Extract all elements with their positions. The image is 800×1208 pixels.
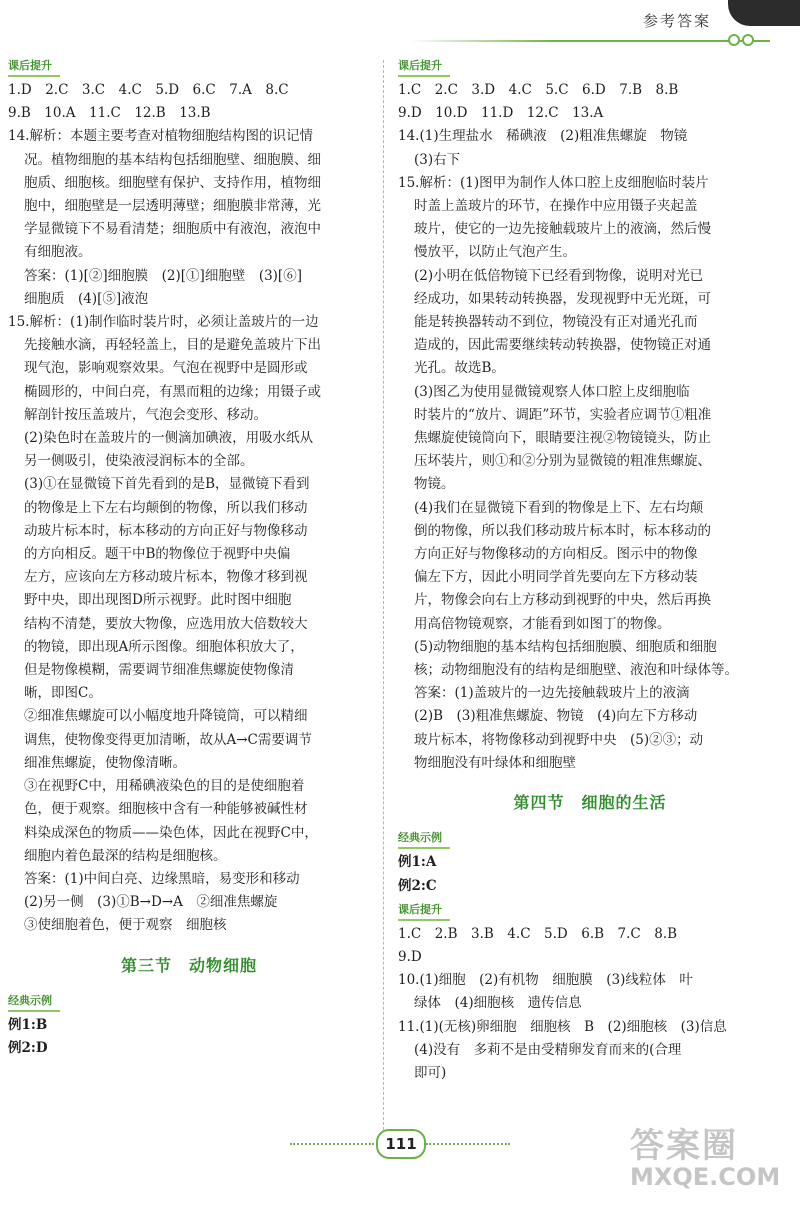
section-heading: 第四节 细胞的生活 bbox=[513, 793, 667, 813]
q15-line: 用高倍物镜观察，才能看到如图丁的物像。 bbox=[414, 615, 671, 632]
right-column bbox=[398, 54, 782, 1085]
q15-line: (2)染色时在盖玻片的一侧滴加碘液，用吸水纸从 bbox=[24, 430, 314, 447]
q15-line: 动玻片标本时，标本移动的方向正好与物像移动 bbox=[24, 522, 308, 539]
q15-line: 细准焦螺旋，使物像清晰。 bbox=[24, 754, 186, 771]
header-rule bbox=[410, 40, 770, 42]
q15-line: 焦螺旋使镜筒向下，眼睛要注视②物镜镜头，防止 bbox=[414, 430, 711, 447]
q15-line: 能是转换器转动不到位，物镜没有正对通光孔而 bbox=[414, 314, 698, 331]
q15-line: 细胞内着色最深的结构是细胞核。 bbox=[24, 847, 227, 864]
section-tag: 课后提升 bbox=[398, 58, 450, 77]
q15-line: (3)①在显微镜下首先看到的是B，显微镜下看到 bbox=[24, 476, 310, 493]
q15-line: ②细准焦螺旋可以小幅度地升降镜筒，可以精细 bbox=[24, 708, 308, 725]
q15-line: 解剖针按压盖玻片，气泡会变形、移动。 bbox=[24, 406, 267, 423]
q15-line: 调焦，使物像变得更加清晰，故从A→C需要调节 bbox=[24, 731, 312, 748]
q14-line: 14.(1)生理盐水 稀碘液 (2)粗准焦螺旋 物镜 bbox=[398, 128, 688, 145]
q14-answer: 答案：(1)[②]细胞膜 (2)[①]细胞壁 (3)[⑥] bbox=[24, 267, 302, 284]
q15-line: 经成功，如果转动转换器，发现视野中无光斑，可 bbox=[414, 290, 711, 307]
q14-line: 有细胞液。 bbox=[24, 244, 92, 261]
q15-line: 慢放平，以防止气泡产生。 bbox=[414, 244, 576, 261]
q15-line: 方向正好与物像移动的方向相反。图示中的物像 bbox=[414, 546, 698, 563]
q15-line: (4)我们在显微镜下看到的物像是上下、左右均颠 bbox=[414, 499, 704, 516]
q14-line: 胞质、细胞核。细胞壁有保护、支持作用，植物细 bbox=[24, 174, 321, 191]
watermark-url: MXQE.COM bbox=[630, 1163, 781, 1191]
q11-line: 即可) bbox=[414, 1064, 447, 1081]
q15-line: 光孔。故选B。 bbox=[414, 360, 505, 377]
left-column bbox=[8, 54, 370, 1060]
q15-line: 的物镜，即出现A所示图像。细胞体积放大了， bbox=[24, 638, 304, 655]
q14-line: 学显微镜下不易看清楚；细胞质中有液泡，液泡中 bbox=[24, 221, 321, 238]
q15-answer: 答案：(1)中间白亮、边缘黑暗，易变形和移动 bbox=[24, 870, 300, 887]
q14-line: 胞中，细胞壁是一层透明薄壁；细胞膜非常薄，光 bbox=[24, 198, 321, 215]
q15-line: 时装片的“放片、调距”环节，实验者应调节①粗准 bbox=[414, 406, 712, 423]
corner-badge bbox=[728, 0, 800, 26]
q15-line: 结构不清楚，要放大物像，应选用放大倍数较大 bbox=[24, 615, 308, 632]
footer-rule bbox=[426, 1143, 510, 1145]
answer-row: 1.C 2.B 3.B 4.C 5.D 6.B 7.C 8.B bbox=[398, 925, 678, 942]
example-answer: 例1:A bbox=[398, 854, 437, 871]
q15-line: 的物像是上下左右均颠倒的物像，所以我们移动 bbox=[24, 499, 308, 516]
q15-line: 物镜。 bbox=[414, 476, 455, 493]
q15-line: 但是物像模糊，需要调节细准焦螺旋使物像清 bbox=[24, 662, 294, 679]
q10-line: 绿体 (4)细胞核 遗传信息 bbox=[414, 995, 582, 1012]
q15-line: 左方，应该向左方移动玻片标本，物像才移到视 bbox=[24, 569, 308, 586]
q15-line: 的方向相反。题干中B的物像位于视野中央偏 bbox=[24, 546, 291, 563]
answer-row: 1.C 2.C 3.D 4.C 5.C 6.D 7.B 8.B bbox=[398, 82, 679, 98]
q15-answer: ③使细胞着色，便于观察 细胞核 bbox=[24, 917, 227, 934]
q15-line: 倒的物像，所以我们移动玻片标本时，标本移动的 bbox=[414, 522, 711, 539]
q11-line: 11.(1)(无核)卵细胞 细胞核 B (2)细胞核 (3)信息 bbox=[398, 1018, 727, 1035]
q15-line: 片，物像会向右上方移动到视野的中央，然后再换 bbox=[414, 592, 711, 609]
q14-line: (3)右下 bbox=[414, 151, 461, 168]
example-answer: 例1:B bbox=[8, 1016, 48, 1033]
q15-line: 压坏装片，则①和②分别为显微镜的粗准焦螺旋、 bbox=[414, 453, 711, 470]
footer-rule bbox=[290, 1143, 374, 1145]
q15-line: (3)图乙为使用显微镜观察人体口腔上皮细胞临 bbox=[414, 383, 690, 400]
q15-line: ③在视野C中，用稀碘液染色的目的是使细胞着 bbox=[24, 778, 305, 795]
q10-line: 10.(1)细胞 (2)有机物 细胞膜 (3)线粒体 叶 bbox=[398, 972, 693, 989]
q15-line: 造成的，因此需要继续转动转换器，使物镜正对通 bbox=[414, 337, 711, 354]
watermark-logo: 答案圈 bbox=[630, 1126, 738, 1166]
q14-line: 况。植物细胞的基本结构包括细胞壁、细胞膜、细 bbox=[24, 151, 321, 168]
q15-answer: (2)B (3)粗准焦螺旋、物镜 (4)向左下方移动 bbox=[414, 708, 698, 725]
answer-row: 9.D 10.D 11.D 12.C 13.A bbox=[398, 105, 604, 122]
q14-line: 14.解析：本题主要考查对植物细胞结构图的识记情 bbox=[8, 128, 313, 145]
section-tag: 经典示例 bbox=[8, 993, 60, 1012]
q15-line: 野中央，即出现图D所示视野。此时图中细胞 bbox=[24, 592, 292, 609]
page-header bbox=[0, 0, 800, 50]
section-tag: 课后提升 bbox=[8, 58, 60, 77]
q15-answer: 玻片标本，将物像移动到视野中央 (5)②③；动 bbox=[414, 731, 704, 748]
q15-line: 15.解析：(1)图甲为制作人体口腔上皮细胞临时装片 bbox=[398, 174, 709, 191]
page-number: 111 bbox=[376, 1129, 426, 1159]
q15-line: 玻片，使它的一边先接触载玻片上的液滴，然后慢 bbox=[414, 221, 711, 238]
section-tag: 课后提升 bbox=[398, 902, 450, 921]
q15-answer: (2)另一侧 (3)①B→D→A ②细准焦螺旋 bbox=[24, 894, 278, 911]
q15-line: 现气泡，影响观察效果。气泡在视野中是圆形或 bbox=[24, 360, 308, 377]
answer-row: 1.D 2.C 3.C 4.C 5.D 6.C 7.A 8.C bbox=[8, 82, 289, 98]
header-title: 参考答案 bbox=[643, 12, 712, 30]
q15-line: 椭圆形的，中间白亮，有黑而粗的边缘；用镊子或 bbox=[24, 383, 321, 400]
example-answer: 例2:D bbox=[8, 1039, 48, 1056]
q15-answer: 答案：(1)盖玻片的一边先接触载玻片上的液滴 bbox=[414, 685, 690, 702]
q15-line: (2)小明在低倍物镜下已经看到物像，说明对光已 bbox=[414, 267, 704, 284]
answer-row: 9.B 10.A 11.C 12.B 13.B bbox=[8, 105, 211, 122]
q15-line: (5)动物细胞的基本结构包括细胞膜、细胞质和细胞 bbox=[414, 638, 717, 655]
q15-line: 晰，即图C。 bbox=[24, 685, 102, 702]
section-tag: 经典示例 bbox=[398, 830, 450, 849]
q15-line: 15.解析：(1)制作临时装片时，必须让盖玻片的一边 bbox=[8, 314, 319, 331]
q15-line: 色，便于观察。细胞核中含有一种能够被碱性材 bbox=[24, 801, 308, 818]
q14-answer: 细胞质 (4)[⑤]液泡 bbox=[24, 290, 149, 307]
answer-row: 9.D bbox=[398, 948, 422, 965]
section-heading: 第三节 动物细胞 bbox=[120, 955, 257, 975]
header-dot-icon bbox=[742, 34, 754, 46]
q15-answer: 物细胞没有叶绿体和细胞壁 bbox=[414, 754, 576, 771]
q11-line: (4)没有 多莉不是由受精卵发育而来的(合理 bbox=[414, 1041, 682, 1058]
q15-line: 另一侧吸引，使染液浸润标本的全部。 bbox=[24, 453, 254, 470]
q15-line: 先接触水滴，再轻轻盖上，目的是避免盖玻片下出 bbox=[24, 337, 321, 354]
watermark bbox=[630, 1118, 780, 1191]
q15-line: 时盖上盖玻片的环节，在操作中应用镊子夹起盖 bbox=[414, 198, 698, 215]
q15-line: 偏左下方，因此小明同学首先要向左下方移动装 bbox=[414, 569, 698, 586]
q15-line: 核；动物细胞没有的结构是细胞壁、液泡和叶绿体等。 bbox=[414, 662, 738, 679]
q15-line: 料染成深色的物质——染色体，因此在视野C中， bbox=[24, 824, 318, 841]
header-dot-icon bbox=[728, 34, 740, 46]
example-answer: 例2:C bbox=[398, 877, 437, 894]
page-footer bbox=[290, 1128, 510, 1158]
column-divider bbox=[383, 60, 384, 1150]
